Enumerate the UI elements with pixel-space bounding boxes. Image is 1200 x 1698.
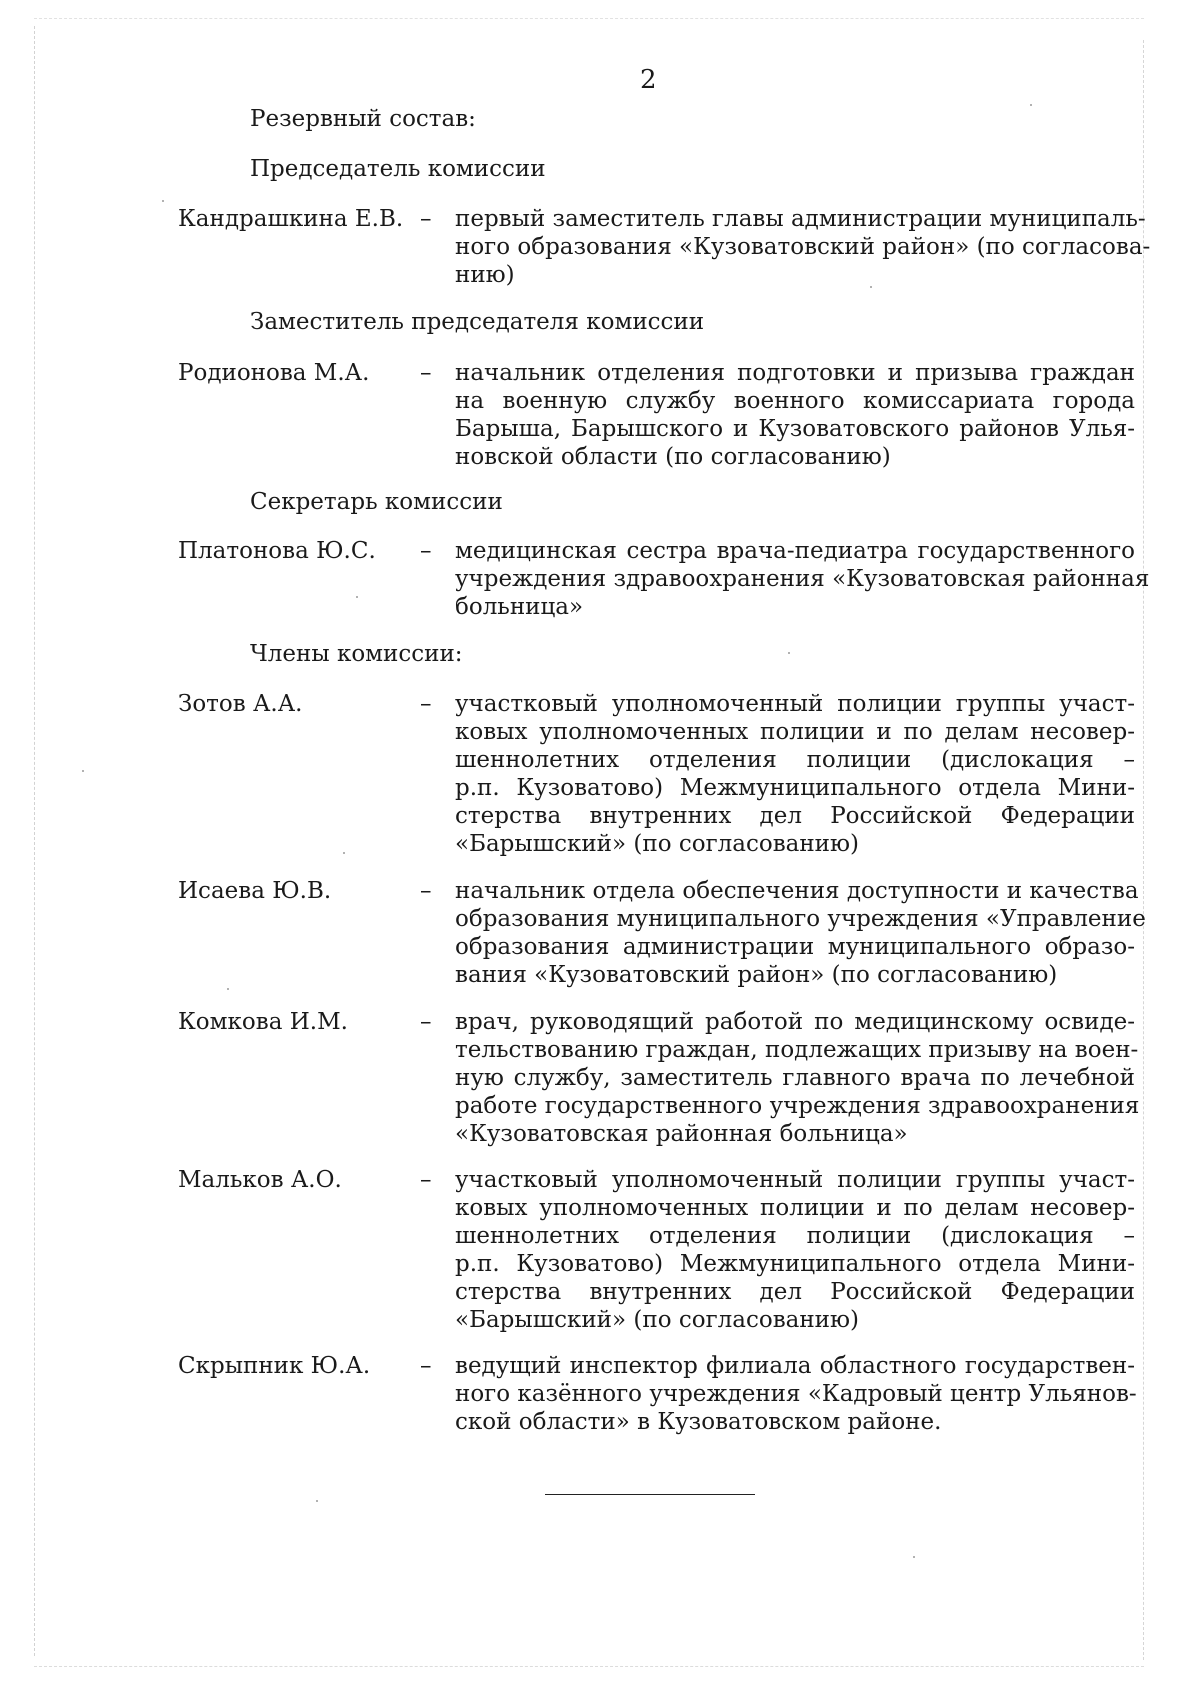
role-line: на военную службу военного комиссариата города (455, 388, 1135, 414)
member-dash: – (420, 1009, 432, 1035)
scan-speck (162, 200, 164, 202)
member-name: Родионова М.А. (178, 360, 370, 386)
member-role (455, 877, 1146, 989)
scan-speck (356, 596, 358, 598)
role-line: стерства внутренних дел Российской Федерации (455, 1279, 1135, 1305)
member-name: Исаева Ю.В. (178, 878, 332, 904)
member-name: Зотов А.А. (178, 691, 303, 717)
role-line: первый заместитель главы администрации муниципаль- (455, 206, 1146, 232)
role-line: участковый уполномоченный полиции группы участ- (455, 1167, 1135, 1193)
heading-secretary: Секретарь комиссии (250, 489, 503, 515)
role-line: ную службу, заместитель главного врача по лечебной (455, 1065, 1135, 1091)
member-dash: – (420, 1167, 432, 1193)
role-line: Барыша, Барышского и Кузоватовского районов Улья- (455, 416, 1135, 442)
role-line: ного образования «Кузоватовский район» (по согласова- (455, 234, 1151, 260)
scan-speck (227, 988, 229, 990)
scan-speck (1030, 104, 1032, 106)
page-number: 2 (640, 65, 657, 95)
role-line: больница» (455, 594, 584, 620)
role-line: нию) (455, 262, 515, 288)
member-dash: – (420, 878, 432, 904)
role-line: ного казённого учреждения «Кадровый центр Ульянов- (455, 1381, 1137, 1407)
heading-chairman: Председатель комиссии (250, 156, 546, 182)
member-role (455, 359, 1135, 471)
member-name: Кандрашкина Е.В. (178, 206, 404, 232)
member-role (455, 1352, 1135, 1436)
scan-speck (343, 852, 345, 854)
role-line: образования администрации муниципального образо- (455, 934, 1135, 960)
role-line: врач, руководящий работой по медицинскому освиде- (455, 1009, 1135, 1035)
role-line: образования муниципального учреждения «Управление (455, 906, 1146, 932)
member-name: Мальков А.О. (178, 1167, 342, 1193)
role-line: участковый уполномоченный полиции группы участ- (455, 691, 1135, 717)
role-line: ской области» в Кузоватовском районе. (455, 1409, 942, 1435)
role-line: шеннолетних отделения полиции (дислокация – (455, 1223, 1135, 1249)
scan-speck (913, 1556, 915, 1558)
member-name: Платонова Ю.С. (178, 538, 376, 564)
role-line: новской области (по согласованию) (455, 444, 891, 470)
role-line: учреждения здравоохранения «Кузоватовская районная (455, 566, 1150, 592)
member-role (455, 1008, 1140, 1148)
role-line: работе государственного учреждения здравоохранения (455, 1093, 1140, 1119)
scan-edge-top (34, 18, 1144, 19)
member-role (455, 1166, 1135, 1334)
role-line: шеннолетних отделения полиции (дислокация – (455, 747, 1135, 773)
role-line: медицинская сестра врача-педиатра государственного (455, 538, 1135, 564)
member-dash: – (420, 691, 432, 717)
heading-deputy-chairman: Заместитель председателя комиссии (250, 309, 705, 335)
role-line: р.п. Кузоватово) Межмуниципального отдела Мини- (455, 775, 1135, 801)
scan-speck (316, 1500, 318, 1502)
member-name: Комкова И.М. (178, 1009, 348, 1035)
heading-members: Члены комиссии: (250, 641, 463, 667)
end-of-list-rule (545, 1494, 755, 1495)
role-line: тельствованию граждан, подлежащих призыву на воен- (455, 1037, 1139, 1063)
member-role (455, 537, 1150, 621)
member-dash: – (420, 1353, 432, 1379)
heading-reserve-composition: Резервный состав: (250, 106, 476, 132)
role-line: начальник отдела обеспечения доступности и качества (455, 878, 1139, 904)
scan-speck (82, 770, 84, 772)
scan-edge-bottom (34, 1666, 1144, 1667)
role-line: «Кузоватовская районная больница» (455, 1121, 908, 1147)
role-line: ведущий инспектор филиала областного государствен- (455, 1353, 1135, 1379)
member-dash: – (420, 206, 432, 232)
member-role (455, 690, 1135, 858)
role-line: стерства внутренних дел Российской Федерации (455, 803, 1135, 829)
member-dash: – (420, 360, 432, 386)
scan-edge-right (1143, 40, 1144, 1660)
role-line: ковых уполномоченных полиции и по делам несовер- (455, 719, 1135, 745)
role-line: вания «Кузоватовский район» (по согласованию) (455, 962, 1058, 988)
member-name: Скрыпник Ю.А. (178, 1353, 371, 1379)
role-line: р.п. Кузоватово) Межмуниципального отдела Мини- (455, 1251, 1135, 1277)
scan-edge-left (34, 26, 35, 1656)
role-line: «Барышский» (по согласованию) (455, 1307, 860, 1333)
role-line: ковых уполномоченных полиции и по делам несовер- (455, 1195, 1135, 1221)
role-line: «Барышский» (по согласованию) (455, 831, 860, 857)
scan-speck (788, 652, 790, 654)
role-line: начальник отделения подготовки и призыва граждан (455, 360, 1135, 386)
member-role (455, 205, 1151, 289)
member-dash: – (420, 538, 432, 564)
